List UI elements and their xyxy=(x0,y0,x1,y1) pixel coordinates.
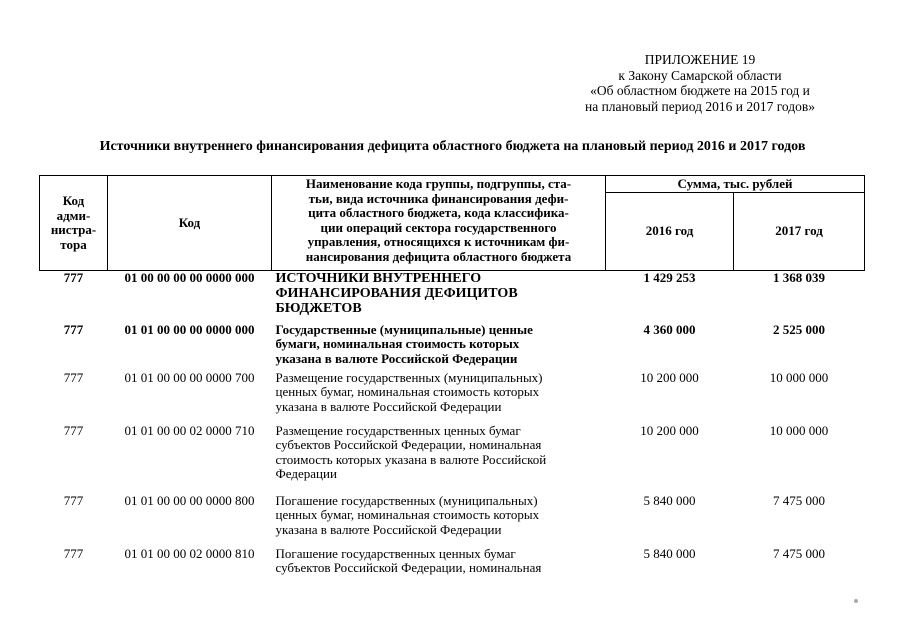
appendix-law: к Закону Самарской области xyxy=(618,67,782,83)
cell-admin: 777 xyxy=(63,270,84,285)
table-header-row xyxy=(40,176,865,193)
cell-code: 01 01 00 00 00 0000 700 xyxy=(124,369,255,385)
table-row xyxy=(40,494,865,547)
cell-name: Погашение государственных (муниципальных) ценных бумаг, номинальная стоимость которых указана в валюте Российской Федерации xyxy=(275,492,540,537)
cell-name: ИСТОЧНИКИ ВНУТРЕННЕГО ФИНАНСИРОВАНИЯ ДЕФИЦИТОВ БЮДЖЕТОВ xyxy=(275,271,518,316)
cell-2017: 7 475 000 xyxy=(773,545,825,561)
appendix-law-title-1: «Об областном бюджете на 2015 год и xyxy=(590,83,810,98)
cell-name: Размещение государственных (муниципальных) ценных бумаг, номинальная стоимость которых указана в валюте Российской Федерации xyxy=(275,369,543,414)
cell-code: 01 01 00 00 00 0000 000 xyxy=(124,321,255,337)
header-code: Код xyxy=(108,176,272,271)
cell-admin: 777 xyxy=(63,321,84,337)
cell-2017: 2 525 000 xyxy=(773,321,825,337)
cell-admin: 777 xyxy=(63,492,84,508)
cell-2016: 1 429 253 xyxy=(643,270,696,285)
appendix-header xyxy=(560,52,840,114)
header-year-2017: 2017 год xyxy=(734,193,865,271)
cell-2016: 10 200 000 xyxy=(640,369,699,385)
header-name: Наименование кода группы, подгруппы, ста- тьи, вида источника финансирования дефи- цита областного бюджета, кода классифика- ции операций сектора государственного управления, относящихся к источникам фи- нансирования дефицита областного бюджета xyxy=(272,176,606,271)
appendix-number: ПРИЛОЖЕНИЕ 19 xyxy=(644,52,756,67)
cell-admin: 777 xyxy=(63,422,84,438)
cell-code: 01 00 00 00 00 0000 000 xyxy=(124,270,255,285)
cell-2016: 10 200 000 xyxy=(640,422,699,438)
header-admin-code: Код адми- нистра- тора xyxy=(40,176,108,271)
table-row xyxy=(40,271,865,323)
cell-2016: 5 840 000 xyxy=(643,545,696,561)
cell-code: 01 01 00 00 02 0000 710 xyxy=(124,422,255,438)
table-row xyxy=(40,323,865,371)
cell-2016: 4 360 000 xyxy=(643,321,696,337)
cell-2016: 5 840 000 xyxy=(643,492,696,508)
cell-2017: 1 368 039 xyxy=(773,270,825,285)
budget-table xyxy=(39,175,865,581)
table-row xyxy=(40,371,865,424)
scan-dot xyxy=(854,599,858,603)
appendix-law-title-2: на плановый период 2016 и 2017 годов» xyxy=(584,98,815,114)
table-row xyxy=(40,424,865,494)
cell-2017: 7 475 000 xyxy=(773,492,825,508)
cell-code: 01 01 00 00 00 0000 800 xyxy=(124,492,255,508)
cell-2017: 10 000 000 xyxy=(769,422,829,438)
header-sum: Сумма, тыс. рублей xyxy=(606,176,865,193)
cell-name: Государственные (муниципальные) ценные бумаги, номинальная стоимость которых указана в валюте Российской Федерации xyxy=(275,321,533,366)
cell-name: Погашение государственных ценных бумаг субъектов Российской Федерации, номинальная xyxy=(275,545,542,575)
cell-2017: 10 000 000 xyxy=(769,369,829,385)
header-year-2016: 2016 год xyxy=(606,193,734,271)
document-title: Источники внутреннего финансирования дефицита областного бюджета на плановый период 2016 и 2017 годов xyxy=(99,139,806,154)
cell-code: 01 01 00 00 02 0000 810 xyxy=(124,545,255,561)
table-row xyxy=(40,547,865,581)
cell-admin: 777 xyxy=(63,545,84,561)
cell-name: Размещение государственных ценных бумаг субъектов Российской Федерации, номинальная стоимость которых указана в валюте Российской Федерации xyxy=(275,422,547,481)
cell-admin: 777 xyxy=(63,369,84,385)
